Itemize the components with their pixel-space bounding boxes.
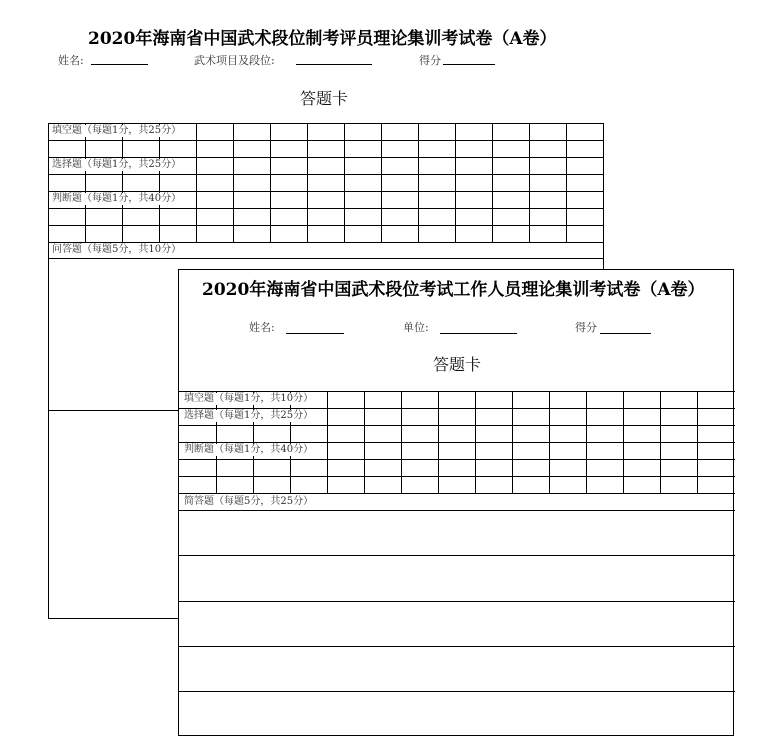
back-project-label: 武术项目及段位: bbox=[194, 54, 275, 67]
front-score-label: 得分 bbox=[575, 321, 597, 334]
back-section-choice: 选择题（每题1分，共25分） bbox=[52, 159, 182, 170]
front-score-field[interactable] bbox=[600, 333, 651, 334]
front-name-label: 姓名: bbox=[249, 321, 275, 334]
back-section-judge: 判断题（每题1分，共40分） bbox=[52, 193, 182, 204]
front-unit-label: 单位: bbox=[403, 321, 429, 334]
back-score-label: 得分 bbox=[419, 54, 441, 67]
front-section-fill: 填空题（每题1分，共10分） bbox=[184, 393, 314, 404]
front-exam-title: 2020年海南省中国武术段位考试工作人员理论集训考试卷（A卷） bbox=[202, 280, 705, 300]
front-section-short: 简答题（每题5分，共25分） bbox=[184, 496, 314, 507]
back-section-fill: 填空题（每题1分，共25分） bbox=[52, 125, 182, 136]
front-exam-sheet bbox=[178, 269, 734, 736]
back-name-label: 姓名: bbox=[58, 54, 84, 67]
back-section-qa: 问答题（每题5分，共10分） bbox=[52, 244, 182, 255]
back-answer-card-title: 答题卡 bbox=[300, 89, 349, 108]
back-score-field[interactable] bbox=[443, 64, 495, 65]
back-project-field[interactable] bbox=[296, 64, 372, 65]
front-section-choice: 选择题（每题1分，共25分） bbox=[184, 410, 314, 421]
front-name-field[interactable] bbox=[286, 333, 344, 334]
back-exam-title: 2020年海南省中国武术段位制考评员理论集训考试卷（A卷） bbox=[88, 29, 557, 49]
front-answer-card-title: 答题卡 bbox=[433, 355, 482, 374]
front-section-judge: 判断题（每题1分，共40分） bbox=[184, 444, 314, 455]
back-name-field[interactable] bbox=[91, 64, 148, 65]
front-unit-field[interactable] bbox=[440, 333, 517, 334]
